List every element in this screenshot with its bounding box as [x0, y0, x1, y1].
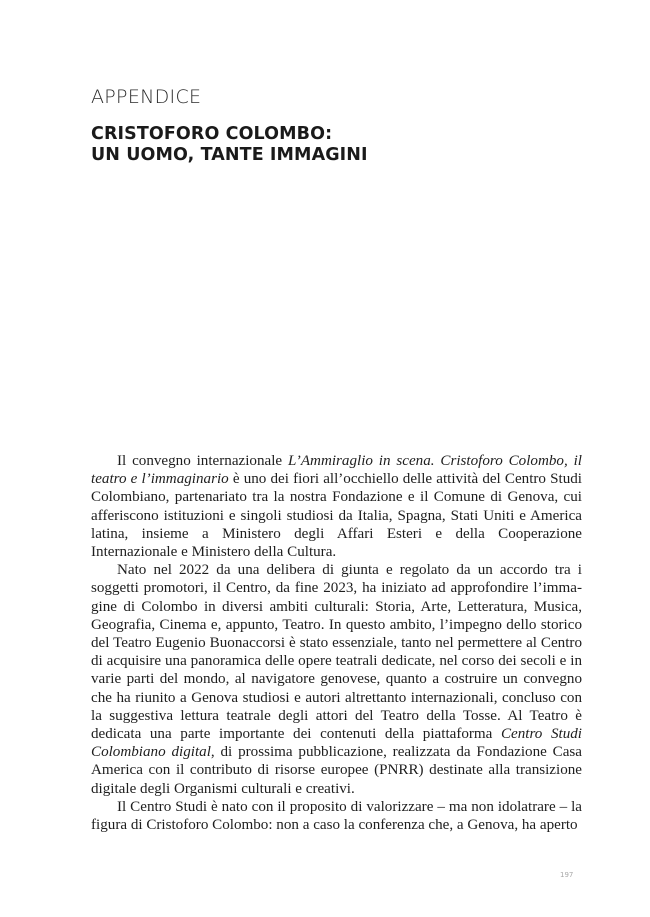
- paragraph-2-italic-platform: Centro Studi Colombiano digital: [91, 726, 582, 761]
- paragraph-1-text-a: Il convegno internazionale: [117, 453, 288, 469]
- chapter-title-line-2: UN UOMO, TANTE IMMAGINI: [91, 145, 368, 165]
- body-text: [91, 452, 582, 834]
- paragraph-1-italic-title: L’Ammiraglio in scena. Cristoforo Colombo, il teatro e l’immaginario: [91, 453, 582, 488]
- chapter-title-line-1: CRISTOFORO COLOMBO:: [91, 124, 333, 144]
- section-label: APPENDICE: [91, 86, 202, 108]
- paragraph-3: Il Centro Studi è nato con il proposito di valorizzare – ma non idolatrare – la figura di Cristoforo Colombo: non a caso la conferenza che, a Genova, ha aperto: [91, 798, 582, 834]
- paragraph-1-text-b: è uno dei fiori all’occhiello delle attività del Centro Studi Colombiano, partenariato tra la nostra Fondazione e il Comune di Genova, cui afferiscono istituzioni e singoli studiosi da Italia, Spagna, Stati Uniti e America latina, insieme a Ministero degli Affari Esteri e della Cooperazione Internazionale e Ministero della Cultura.: [91, 471, 583, 561]
- chapter-title: [91, 124, 551, 166]
- paragraph-2-text-a: Nato nel 2022 da una delibera di giunta e regolato da un accordo tra i soggetti promotori, il Centro, da fine 2023, ha iniziato ad approfondire l’immagine di Colombo in diversi ambiti culturali: Storia, Arte, Letteratura, Musica, Geografia, Cinema e, appunto, Teatro. In questo ambito, l’impegno dello storico del Teatro Eugenio Buonaccorsi è stato essenziale, tanto nel permettere al Centro di acquisire una panoramica delle opere teatrali dedicate, nel corso dei secoli e in varie parti del mondo, al navigatore genovese, quanto a costruire un convegno che ha riunito a Genova studiosi e autori altrettanto internazionali, concluso con la suggestiva lettura teatrale degli attori del Teatro della Tosse. Al Teatro è dedicata una parte importante dei contenuti della piattaforma: [91, 562, 582, 743]
- paragraph-1: [91, 452, 582, 561]
- page-number: 197: [560, 871, 574, 879]
- paragraph-2-text-b: , di prossima pubblicazione, realizzata da Fondazione Casa America con il contributo di risorse europee (PNRR) destinate alla transizione digitale degli Organismi culturali e creativi.: [91, 744, 582, 797]
- paragraph-2: [91, 561, 582, 798]
